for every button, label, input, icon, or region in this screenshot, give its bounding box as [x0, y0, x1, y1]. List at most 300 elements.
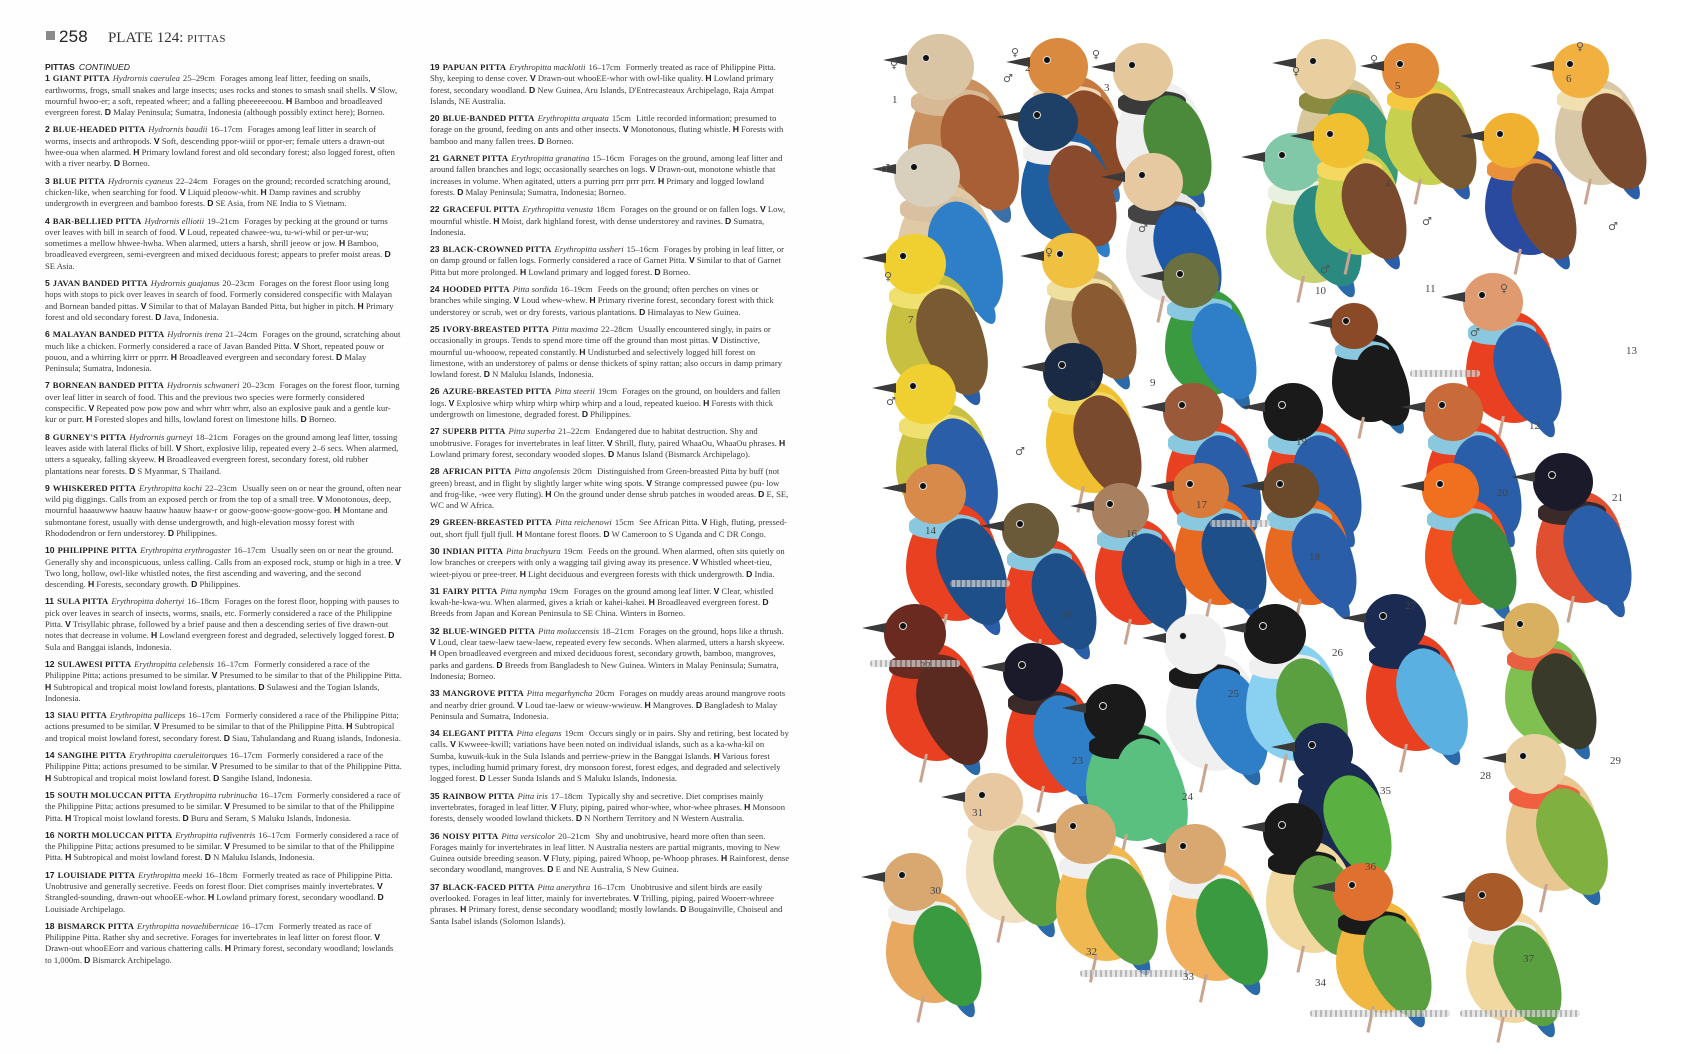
species-description: Little recorded information; presumed to forage on the ground, feeding on ants and other insects. [430, 113, 777, 135]
bird-eye [1279, 152, 1285, 158]
scientific-name: Pitta elegans [516, 728, 562, 739]
species-entry [45, 216, 402, 272]
bird-head [1533, 453, 1593, 511]
species-number: 1 [45, 73, 50, 84]
species-entry [45, 750, 402, 784]
male-symbol-icon: ♂ [1003, 72, 1013, 85]
species-name: MANGROVE PITTA [442, 688, 524, 699]
distribution-text: Breeds from Bangladesh to New Guinea. Winters in Malay Peninsula; Sumatra, Indonesia; Borneo. [430, 659, 779, 681]
habitat-text: Tropical moist lowland forests. [73, 812, 181, 823]
distribution-text: Siau, Tahulandang and Ruang islands, Indonesia. [232, 732, 401, 743]
scientific-name: Erythropitta granatina [511, 153, 590, 164]
species-list-2 [430, 62, 790, 927]
species-size: 22–28cm [601, 323, 633, 334]
key-d: D [746, 568, 753, 579]
species-entry [430, 284, 790, 318]
key-v: V [646, 477, 653, 488]
scientific-name: Pitta nympha [500, 585, 547, 596]
key-v: V [692, 557, 699, 568]
scientific-name: Pitta superba [508, 426, 556, 437]
species-number: 22 [430, 204, 440, 215]
key-d: D [84, 954, 91, 965]
bird-beak [872, 383, 896, 393]
plate-figure-number: 29 [1610, 755, 1621, 767]
scientific-name: Erythropitta dohertyi [111, 596, 185, 607]
distribution-text: Lesser Sunda Islands and S Maluku Islands, Indonesia. [487, 773, 678, 784]
bird-beak [1511, 472, 1535, 482]
scientific-name: Erythropitta rufiventris [175, 829, 256, 840]
key-d: D [129, 465, 136, 476]
plate-figure-number: 12 [1529, 420, 1540, 432]
key-d: D [155, 311, 162, 322]
bird-head [1244, 604, 1307, 665]
distribution-text: Malay Peninsula; Sumatra, Indonesia (although possibly extinct here); Borneo. [113, 107, 385, 118]
key-h: H [493, 215, 500, 226]
species-description: Forages on the ground, hops like a thrush. [639, 625, 784, 636]
page-number: 258 [59, 27, 88, 46]
species-number: 28 [430, 466, 440, 477]
bird-eye [1343, 318, 1349, 324]
male-symbol-icon: ♂ [880, 162, 890, 175]
distribution-text: Philippines. [590, 409, 632, 420]
species-description: Occurs singly or in pairs. Shy and retiring, best located by calls. [430, 728, 789, 750]
species-number: 3 [45, 175, 50, 186]
species-number: 31 [430, 585, 440, 596]
species-description: Typically shy and secretive. Diet comprises mainly invertebrates, foraged in leaf litter. [430, 790, 764, 812]
species-description: Shy and unobtrusive, heard more often than seen. Forages mainly for invertebrates in leaf litter. N Australia nesters are partial migrants, moving to New Guinea outside breeding season. [430, 830, 781, 864]
species-name: BLACK-FACED PITTA [442, 881, 535, 892]
key-h: H [705, 73, 712, 84]
species-name: GURNEY'S PITTA [52, 431, 127, 442]
species-entry [430, 466, 790, 511]
distribution-text: Louisiade Archipelago. [45, 903, 126, 914]
species-name: PHILIPPINE PITTA [57, 545, 138, 556]
plate-figure-number: 24 [1182, 791, 1193, 803]
key-h: H [86, 414, 93, 425]
key-h: H [133, 147, 140, 158]
plate-figure-number: 36 [1365, 861, 1376, 873]
species-entry [45, 432, 402, 477]
habitat-text: Light deciduous and evergreen forests with thick undergrowth. [528, 568, 745, 579]
scientific-name: Pitta iris [517, 790, 548, 801]
species-entry [45, 921, 402, 966]
bird-head [1028, 38, 1088, 96]
scientific-name: Pitta angolensis [514, 466, 570, 477]
species-name: SOUTH MOLUCCAN PITTA [57, 789, 172, 800]
scientific-name: Erythropitta palliceps [109, 710, 186, 721]
species-size: 19cm [549, 585, 569, 596]
key-d: D [457, 186, 464, 197]
bird-eye [1179, 402, 1185, 408]
species-size: 18–21cm [601, 625, 634, 636]
species-description: Forages on the ground among leaf litter, tossing leaves aside with lateral flicks of bill. [45, 431, 398, 453]
species-entry [430, 626, 790, 682]
plate-figure-number: 10 [1315, 285, 1326, 297]
distribution-text: New Guinea, Aru Islands, D'Entrecasteaux Archipelago, Raja Ampat Islands, NE Australia. [430, 84, 774, 106]
species-description: Formerly treated as race of Philippine Pitta. Rather shy and secretive. Forages for invertebrates in leaf litter on forest floor. [45, 920, 373, 943]
key-h: H [45, 681, 52, 692]
page-header [46, 27, 226, 47]
species-entry [45, 278, 402, 323]
species-entry [45, 329, 402, 374]
bird-beak [1308, 318, 1332, 328]
species-name: BLUE PITTA [52, 175, 105, 186]
species-number: 36 [430, 830, 440, 841]
bird-eye [1034, 112, 1040, 118]
voice-text: Strangled-sounding, drawn-out whooEE-whor. [45, 892, 206, 903]
key-h: H [732, 124, 739, 135]
bird-head [1043, 343, 1103, 401]
key-d: D [336, 351, 343, 362]
key-d: D [191, 579, 198, 590]
key-h: H [430, 648, 437, 659]
key-d: D [167, 527, 175, 538]
bird-beak [1460, 131, 1484, 141]
species-size: 16–18cm [205, 869, 238, 880]
voice-text: Short, explosive lilip, repeated every 2–6 secs. When alarmed, utters a squeaky, falling skyeew. [45, 442, 399, 465]
species-name: SANGIHE PITTA [57, 750, 127, 761]
bird-beak [1141, 402, 1165, 412]
species-name: PAPUAN PITTA [442, 62, 507, 72]
distribution-text: E and NE Australia, S New Guinea. [555, 864, 679, 875]
species-number: 24 [430, 284, 440, 295]
habitat-text: Broadleaved evergreen and secondary forest. [179, 351, 334, 362]
species-size: 20cm [572, 466, 592, 477]
scientific-name: Pitta anerythra [537, 881, 591, 892]
bird-beak [861, 872, 885, 882]
species-number: 10 [45, 545, 55, 556]
species-name: GRACEFUL PITTA [442, 204, 520, 215]
species-size: 15cm [614, 517, 634, 528]
species-size: 16–17cm [260, 789, 293, 800]
species-entry [430, 546, 790, 580]
species-entry [430, 586, 790, 620]
habitat-text: Mangroves. [652, 699, 694, 710]
key-d: D [680, 904, 687, 915]
habitat-text: Forests with bamboo and many fallen trees. [430, 124, 784, 146]
bird-beak [882, 483, 906, 493]
scientific-name: Erythropitta macklotii [509, 62, 586, 72]
key-v: V [179, 186, 186, 197]
habitat-text: Primary forest and old secondary forest. [45, 300, 394, 322]
perch-branch [1410, 370, 1480, 377]
species-description: Forages on the ground or on fallen logs. [620, 204, 758, 215]
scientific-name: Erythropitta meeki [138, 869, 203, 880]
key-v: V [65, 619, 71, 630]
bird-head [1312, 113, 1369, 168]
bird-head [1018, 93, 1078, 151]
distribution-text: S Myanmar, S Thailand. [137, 465, 222, 476]
species-entry [45, 483, 402, 539]
plate-figure-number: 35 [1380, 785, 1391, 797]
species-entry [430, 153, 790, 198]
voice-text: Repeated pow pow pow and whrr whrr whrr, also an explosive pauk and a gentle kur-kur or purr. [45, 403, 391, 425]
habitat-text: Primary and logged lowland forests. [430, 175, 764, 197]
bird-beak [1101, 172, 1125, 182]
species-size: 15–16cm [626, 244, 659, 255]
species-size: 21–22cm [558, 426, 590, 437]
species-description: Formerly considered a race of the Philippine Pitta; actions presumed to be similar. [45, 750, 384, 772]
habitat-text: Primary forest, dense secondary woodland; mostly lowlands. [468, 904, 679, 915]
species-name: GIANT PITTA [52, 73, 110, 84]
species-entry [45, 596, 402, 652]
species-number: 8 [45, 431, 50, 442]
scientific-name: Erythropitta caeruleitorques [129, 750, 228, 761]
species-name: INDIAN PITTA [442, 545, 504, 556]
species-description: Forages on the ground, scratching about much like a chicken. Formerly considered a race of Javan Banded Pitta. [45, 329, 401, 351]
bird-beak [1021, 362, 1045, 372]
bird-eye [1059, 362, 1065, 368]
species-entry [430, 324, 790, 380]
key-h: H [520, 266, 527, 277]
distribution-text: Malay Peninsula; Sumatra, Indonesia. [45, 351, 367, 374]
distribution-text: Borneo. [662, 266, 691, 277]
habitat-text: Lowland evergreen forest and degraded, selectively logged forest. [159, 630, 387, 641]
key-d: D [104, 107, 111, 118]
bird-eye [1129, 62, 1135, 68]
key-v: V [543, 853, 550, 864]
key-v: V [701, 517, 708, 528]
key-v: V [759, 204, 766, 215]
key-d: D [725, 215, 732, 226]
species-size: 25–29cm [182, 73, 215, 84]
key-d: D [547, 864, 554, 875]
species-description: Formerly considered a race of the Philippine Pitta; actions presumed to be similar. [45, 789, 401, 812]
key-d: D [483, 369, 490, 380]
species-description: Forages on the forest floor, hopping with pauses to pick over leaves in search of insects, worms, snails, etc. Formerly considered a race of the Philippine Pitta. [45, 596, 400, 630]
species-number: 18 [45, 920, 55, 931]
species-number: 33 [430, 688, 440, 699]
voice-text: Loud, repeated chawee-wu, tu-wi-whil or per-ur-wu; sometimes a mellow hhwee-hwha. When alarmed, utters a harsh, shrill jeeow or jow. [45, 226, 369, 249]
plate-title: PLATE 124: PITTAS [107, 30, 226, 46]
perch-branch [1210, 520, 1270, 527]
voice-text: Drawn-out whooEE-whor with owl-like quality. [537, 73, 704, 84]
distribution-text: Sangihe Island, Indonesia. [221, 772, 313, 783]
distribution-text: Borneo. [122, 158, 150, 169]
species-number: 17 [45, 869, 55, 880]
bird-head [1163, 383, 1223, 441]
species-number: 37 [430, 881, 440, 892]
scientific-name: Erythropitta erythrogaster [140, 545, 231, 556]
species-entry [45, 659, 402, 704]
bird-head [1123, 153, 1183, 211]
key-v: V [369, 84, 376, 95]
habitat-text: Subtropical and tropical moist lowland forests, plantations. [53, 681, 257, 692]
voice-text: Drawn-out whooEEorr and various chattering calls. [45, 943, 223, 954]
plate-figure-number: 34 [1315, 977, 1326, 989]
plate-figure-number: 27 [1405, 600, 1416, 612]
bird-beak [1241, 152, 1265, 162]
key-d: D [479, 773, 486, 784]
habitat-text: Subtropical and tropical moist lowland forest. [53, 772, 211, 783]
scientific-name: Hydrornis baudii [148, 124, 208, 135]
species-name: MALAYAN BANDED PITTA [52, 329, 165, 340]
species-description: Forages on the ground; recorded scratching around, chicken-like, when searching for food. [45, 175, 391, 197]
bird-eye [1479, 292, 1485, 298]
key-h: H [65, 852, 72, 863]
bird-head [1162, 253, 1219, 308]
species-description: Feeds on the ground. When alarmed, often sits quietly on low branches or creepers with only a wagging tail giving away its presence. [430, 545, 785, 568]
species-name: NORTH MOLUCCAN PITTA [57, 829, 173, 840]
bird-eye [899, 872, 905, 878]
scientific-name: Pitta versicolor [501, 830, 556, 841]
species-description: Forages on the ground, on boulders and fallen logs. [430, 386, 781, 408]
bird-beak [1062, 703, 1086, 713]
key-d: D [654, 266, 661, 277]
habitat-text: Forests with thick undergrowth on limestone, degraded forest. [430, 397, 774, 420]
plate-figure-number: 2 [1025, 62, 1031, 74]
species-number: 5 [45, 278, 50, 289]
bird-head [1330, 303, 1378, 349]
bird-beak [1091, 62, 1115, 72]
species-size: 16–18cm [187, 596, 220, 607]
pitta-bird-illustration [1160, 460, 1284, 622]
plate-figure-number: 16 [1126, 528, 1137, 540]
species-description: Formerly treated as race of Philippine Pitta. Unobtrusive and generally secretive. Feeds on forest floor. Diet comprises mainly invertebrates. [45, 869, 393, 891]
habitat-text: Various forest types, including humid primary forest, dry monsoon forest, forest edges, and degraded and selectively logged forest. [430, 750, 781, 784]
key-d: D [581, 409, 589, 420]
plate-figure-number: 20 [1497, 487, 1508, 499]
plate-figure-number: 19 [1296, 436, 1307, 448]
species-number: 30 [430, 545, 440, 556]
species-description: Forages among leaf litter, feeding on snails, earthworms, frogs, small snakes and large insects; uses rocks and stones to smash snail shells. [45, 73, 371, 95]
species-entry [45, 545, 402, 590]
key-h: H [339, 238, 346, 249]
key-h: H [779, 437, 786, 448]
species-list-1 [45, 73, 402, 966]
bird-head [884, 234, 947, 295]
scientific-name: Pitta megarhyncha [526, 688, 593, 699]
species-description: Forages on the ground among leaf litter. [573, 585, 712, 596]
key-v: V [211, 670, 218, 681]
distribution-text: Bismarck Archipelago. [92, 954, 172, 965]
bird-eye [1139, 172, 1145, 178]
species-number: 14 [45, 750, 55, 761]
male-symbol-icon: ♂ [886, 395, 896, 408]
species-size: 19cm [597, 386, 618, 397]
voice-text: Shrill, fluty, paired WhaaOu, WhaaOu phrases. [614, 437, 777, 448]
plate-figure-number: 9 [1150, 377, 1156, 389]
species-name: IVORY-BREASTED PITTA [442, 323, 549, 334]
voice-text: Monotonous, deep, mournful haaauwww haauw haauw haauw haaw-r or goow-goow-goow-goow-goo. [45, 494, 392, 516]
species-entry [430, 62, 790, 107]
key-d: D [537, 135, 545, 146]
voice-text: Similar to that of Malayan Banded Pitta, but higher in pitch. [148, 300, 356, 311]
bird-head [1504, 734, 1567, 795]
key-v: V [153, 135, 160, 146]
key-v: V [140, 300, 147, 311]
scientific-name: Hydrornis guajanus [150, 278, 220, 289]
male-symbol-icon: ♂ [1015, 445, 1025, 458]
bird-eye [1549, 472, 1555, 478]
key-v: V [712, 335, 718, 346]
distribution-text: Manus Island (Bismarck Archipelago). [616, 448, 751, 459]
species-name: BLUE-HEADED PITTA [52, 124, 146, 135]
bird-beak [1142, 633, 1166, 643]
species-name: NOISY PITTA [442, 830, 499, 841]
scientific-name: Hydrornis caerulea [112, 73, 180, 84]
key-d: D [213, 772, 220, 783]
species-description: Unobtrusive and silent birds are easily overlooked. Forages in leaf litter, mainly for invertebrates. [430, 881, 763, 903]
species-description: Forages on the forest floor, turning over leaf litter in search of food. This and the previous two species were formerly considered conspecific. [45, 380, 400, 414]
key-h: H [545, 488, 552, 499]
key-v: V [713, 585, 720, 596]
species-description: Forages on the forest floor using long hops with stops to pick over leaves in search of food. Formerly considered conspecific with Malayan and Bornean banded pittas. [45, 278, 393, 311]
key-v: V [179, 226, 186, 237]
plate-figure-number: 11 [1425, 283, 1436, 295]
male-symbol-icon: ♂ [1320, 263, 1330, 276]
voice-text: Trisyllabic phrase, followed by a brief pause and then a descending series of five drawn-out notes that decrease in volume. [45, 619, 389, 641]
bird-beak [1441, 892, 1465, 902]
distribution-text: Philippines. [199, 579, 241, 590]
species-size: 15cm [611, 113, 631, 124]
species-number: 27 [430, 426, 440, 437]
habitat-text: Open broadleaved evergreen and mixed deciduous forest, secondary growth, bamboo, mangroves, parks and gardens. [430, 648, 776, 670]
female-symbol-icon: ♀ [1011, 46, 1020, 59]
plate-figure-number: 37 [1523, 953, 1534, 965]
habitat-text: Primary riverine forest, secondary forest with thick understorey or scrub, wet or dry forests, various plantations. [430, 295, 774, 317]
habitat-text: On the ground under dense shrub patches in wooded areas. [553, 488, 757, 499]
key-v: V [450, 739, 456, 750]
key-v: V [293, 340, 300, 351]
species-name: BLUE-WINGED PITTA [442, 625, 536, 636]
plate-figure-number: 33 [1183, 971, 1194, 983]
species-name: BLACK-CROWNED PITTA [442, 244, 552, 255]
female-symbol-icon: ♀ [1292, 65, 1301, 78]
species-name: SULAWESI PITTA [57, 658, 132, 669]
plate-figure-number: 26 [1332, 647, 1343, 659]
key-h: H [170, 351, 177, 362]
species-entry [430, 244, 790, 278]
plate-figure-number: 30 [930, 885, 941, 897]
species-number: 23 [430, 244, 440, 255]
scientific-name: Hydrornis schwaneri [166, 380, 240, 391]
distribution-text: Breeds from Japan and Korean Peninsula to SE China. Winters in Borneo. [430, 608, 686, 619]
distribution-text: N Maluku Islands, Indonesia. [213, 852, 315, 863]
species-size: 18cm [596, 204, 616, 215]
bird-beak [1482, 753, 1506, 763]
key-v: V [317, 494, 323, 505]
distribution-text: Borneo. [546, 135, 574, 146]
bird-eye [1479, 892, 1485, 898]
perch-branch [1080, 970, 1190, 977]
species-size: 20–23cm [222, 278, 255, 289]
scientific-name: Pitta steerii [554, 386, 595, 397]
bird-eye [1279, 402, 1285, 408]
species-size: 20–21cm [558, 830, 591, 841]
bird-beak [1241, 822, 1265, 832]
voice-text: Fluty, piping, paired whor-whee, whor-whee phrases. [558, 801, 742, 812]
key-d: D [529, 84, 536, 95]
species-size: 16–17cm [210, 124, 243, 135]
species-name: GARNET PITTA [442, 153, 509, 164]
species-number: 20 [430, 113, 440, 124]
bird-beak [996, 112, 1020, 122]
voice-text: Slow, mournful hwoo-er; a soft, repeated wheer; and a falling pheeeeeeoou. [45, 84, 398, 106]
plate-figure-number: 14 [925, 525, 936, 537]
key-v: V [88, 403, 95, 414]
species-number: 9 [45, 482, 50, 493]
species-description: Usually seen on or near the ground. Generally shy and inconspicuous, unless calling. Calls from an exposed rock, stump or high in a tree. [45, 545, 394, 567]
species-name: LOUISIADE PITTA [57, 869, 136, 880]
species-entry [45, 710, 402, 744]
plate-figure-number: 15 [1062, 609, 1073, 621]
bird-beak [941, 792, 965, 802]
habitat-text: Rainforest, dense secondary woodland, mangroves. [430, 853, 790, 875]
species-name: GREEN-BREASTED PITTA [442, 517, 553, 528]
bird-eye [1349, 882, 1355, 888]
habitat-text: Bamboo and broadleaved evergreen forest. [45, 95, 383, 118]
